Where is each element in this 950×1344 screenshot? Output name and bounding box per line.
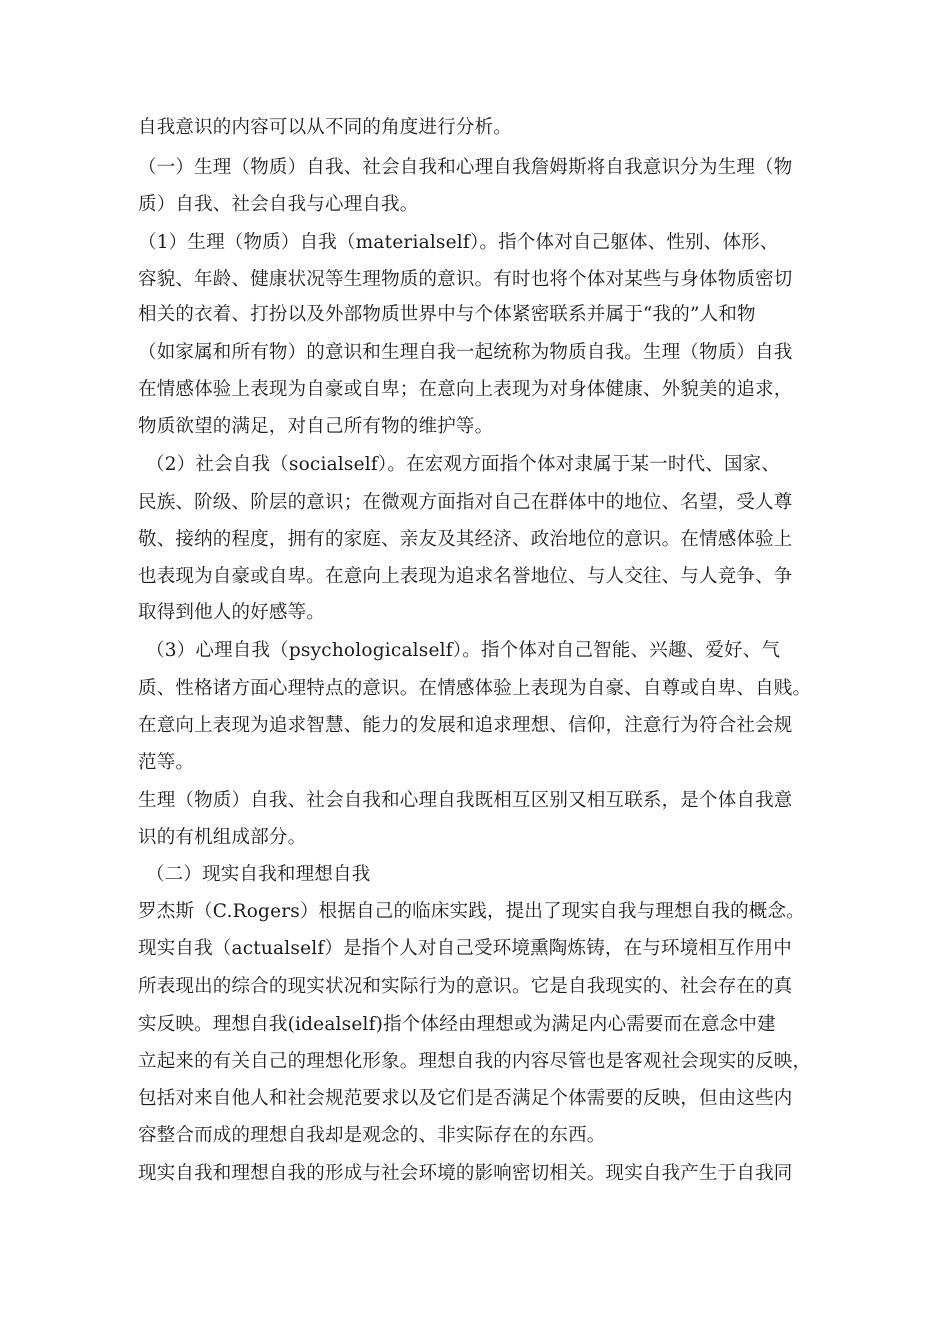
text-line: （3）心理自我（psychologicalself）。指个体对自己智能、兴趣、爱好、气 bbox=[146, 640, 781, 661]
text-line: 取得到他人的好感等。 bbox=[138, 602, 326, 623]
text-line: 包括对来自他人和社会规范要求以及它们是否满足个体需要的反映，但由这些内 bbox=[138, 1088, 793, 1109]
text-line: 在意向上表现为追求智慧、能力的发展和追求理想、信仰，注意行为符合社会规 bbox=[138, 715, 793, 736]
text-line: 容貌、年龄、健康状况等生理物质的意识。有时也将个体对某些与身体物质密切 bbox=[138, 269, 793, 290]
text-line: 实反映。理想自我(idealself)指个体经由理想或为满足内心需要而在意念中建 bbox=[138, 1014, 776, 1035]
text-line: （二）现实自我和理想自我 bbox=[146, 864, 371, 885]
text-line: 敬、接纳的程度，拥有的家庭、亲友及其经济、政治地位的意识。在情感体验上 bbox=[138, 529, 793, 550]
text-line: 也表现为自豪或自卑。在意向上表现为追求名誉地位、与人交往、与人竞争、争 bbox=[138, 566, 793, 587]
text-line: 识的有机组成部分。 bbox=[138, 827, 307, 848]
text-line: 在情感体验上表现为自豪或自卑；在意向上表现为对身体健康、外貌美的追求， bbox=[138, 379, 793, 400]
text-line: 容整合而成的理想自我却是观念的、非实际存在的东西。 bbox=[138, 1125, 606, 1146]
text-line: 质）自我、社会自我与心理自我。 bbox=[138, 194, 419, 215]
text-line: 范等。 bbox=[138, 752, 195, 773]
text-line: 立起来的有关自己的理想化形象。理想自我的内容尽管也是客观社会现实的反映， bbox=[138, 1051, 812, 1072]
text-line: （如家属和所有物）的意识和生理自我一起统称为物质自我。生理（物质）自我 bbox=[138, 342, 793, 363]
text-line: 民族、阶级、阶层的意识；在微观方面指对自己在群体中的地位、名望，受人尊 bbox=[138, 492, 793, 513]
text-line: 现实自我（actualself）是指个人对自己受环境熏陶炼铸，在与环境相互作用中 bbox=[138, 938, 792, 959]
text-line: 物质欲望的满足，对自己所有物的维护等。 bbox=[138, 416, 494, 437]
text-line: 自我意识的内容可以从不同的角度进行分析。 bbox=[138, 117, 513, 138]
text-line: （1）生理（物质）自我（materialself）。指个体对自己躯体、性别、体形、 bbox=[138, 232, 779, 253]
text-line: 罗杰斯（C.Rogers）根据自己的临床实践，提出了现实自我与理想自我的概念。 bbox=[138, 901, 805, 922]
text-line: 相关的衣着、打扮以及外部物质世界中与个体紧密联系并属于“我的”人和物 bbox=[138, 304, 756, 325]
text-line: 生理（物质）自我、社会自我和心理自我既相互区别又相互联系，是个体自我意 bbox=[138, 790, 793, 811]
text-line: 所表现出的综合的现实状况和实际行为的意识。它是自我现实的、社会存在的真 bbox=[138, 976, 793, 997]
text-line: （2）社会自我（socialself）。在宏观方面指个体对隶属于某一时代、国家、 bbox=[146, 454, 781, 475]
text-line: 现实自我和理想自我的形成与社会环境的影响密切相关。现实自我产生于自我同 bbox=[138, 1163, 793, 1184]
text-line: （一）生理（物质）自我、社会自我和心理自我詹姆斯将自我意识分为生理（物 bbox=[138, 157, 793, 178]
text-line: 质、性格诸方面心理特点的意识。在情感体验上表现为自豪、自尊或自卑、自贱。 bbox=[138, 678, 812, 699]
